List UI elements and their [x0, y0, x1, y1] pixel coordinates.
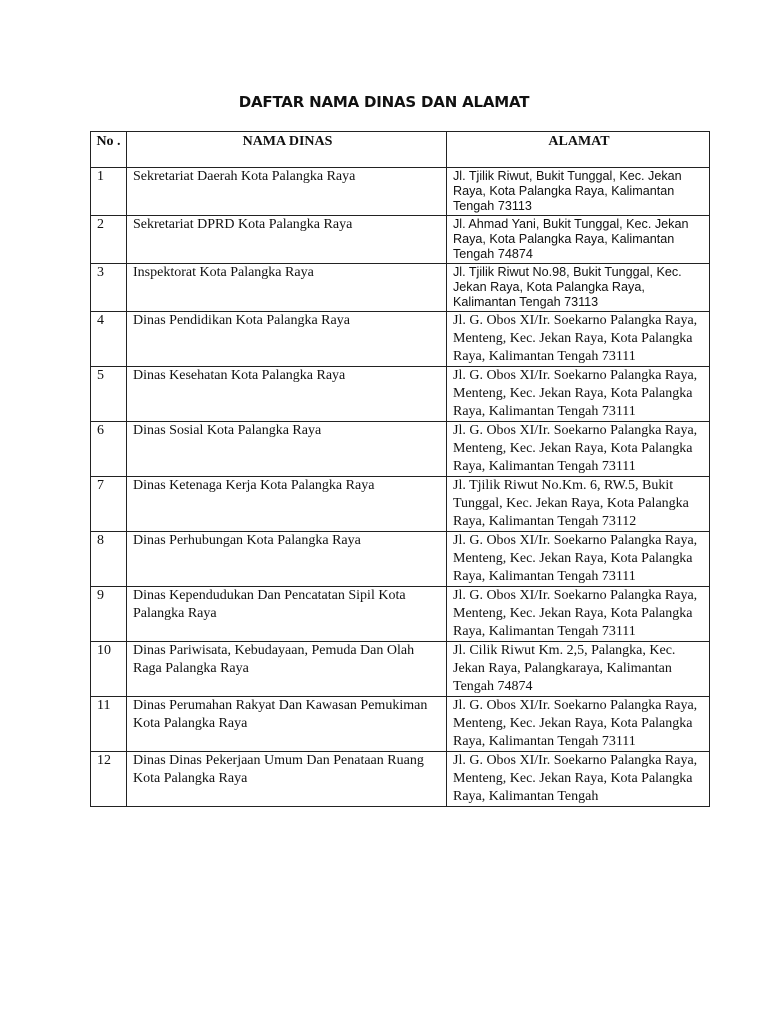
row-alamat: Jl. G. Obos XI/Ir. Soekarno Palangka Raya, Menteng, Kec. Jekan Raya, Kota Palangka Raya, Kalimantan Tengah: [447, 752, 710, 807]
header-no: No .: [91, 132, 127, 168]
row-alamat: Jl. G. Obos XI/Ir. Soekarno Palangka Raya, Menteng, Kec. Jekan Raya, Kota Palangka Raya, Kalimantan Tengah 73111: [447, 312, 710, 367]
row-nama-dinas: Dinas Ketenaga Kerja Kota Palangka Raya: [127, 477, 447, 532]
row-no: 8: [91, 532, 127, 587]
row-no: 3: [91, 264, 127, 312]
row-no: 11: [91, 697, 127, 752]
row-nama-dinas: Dinas Sosial Kota Palangka Raya: [127, 422, 447, 477]
row-no: 4: [91, 312, 127, 367]
row-no: 12: [91, 752, 127, 807]
table-row: [91, 422, 710, 477]
row-nama-dinas: Dinas Pariwisata, Kebudayaan, Pemuda Dan Olah Raga Palangka Raya: [127, 642, 447, 697]
row-alamat: Jl. G. Obos XI/Ir. Soekarno Palangka Raya, Menteng, Kec. Jekan Raya, Kota Palangka Raya, Kalimantan Tengah 73111: [447, 587, 710, 642]
row-no: 2: [91, 216, 127, 264]
table-row: [91, 367, 710, 422]
table-row: [91, 697, 710, 752]
table-row: [91, 642, 710, 697]
row-nama-dinas: Dinas Perhubungan Kota Palangka Raya: [127, 532, 447, 587]
page-title: DAFTAR NAMA DINAS DAN ALAMAT: [238, 93, 530, 111]
row-alamat: Jl. Cilik Riwut Km. 2,5, Palangka, Kec. Jekan Raya, Palangkaraya, Kalimantan Tengah 74874: [447, 642, 710, 697]
table-row: [91, 216, 710, 264]
table-row: [91, 168, 710, 216]
row-nama-dinas: Dinas Dinas Pekerjaan Umum Dan Penataan Ruang Kota Palangka Raya: [127, 752, 447, 807]
row-alamat: Jl. G. Obos XI/Ir. Soekarno Palangka Raya, Menteng, Kec. Jekan Raya, Kota Palangka Raya, Kalimantan Tengah 73111: [447, 697, 710, 752]
table-row: [91, 264, 710, 312]
row-alamat: Jl. G. Obos XI/Ir. Soekarno Palangka Raya, Menteng, Kec. Jekan Raya, Kota Palangka Raya, Kalimantan Tengah 73111: [447, 422, 710, 477]
header-alamat: ALAMAT: [447, 132, 710, 168]
row-nama-dinas: Dinas Kesehatan Kota Palangka Raya: [127, 367, 447, 422]
row-alamat: Jl. Ahmad Yani, Bukit Tunggal, Kec. Jekan Raya, Kota Palangka Raya, Kalimantan Tengah 74874: [447, 216, 710, 264]
dinas-table: [90, 131, 710, 807]
row-no: 6: [91, 422, 127, 477]
row-no: 10: [91, 642, 127, 697]
table-row: [91, 532, 710, 587]
row-alamat: Jl. G. Obos XI/Ir. Soekarno Palangka Raya, Menteng, Kec. Jekan Raya, Kota Palangka Raya, Kalimantan Tengah 73111: [447, 367, 710, 422]
row-alamat: Jl. Tjilik Riwut No.98, Bukit Tunggal, Kec. Jekan Raya, Kota Palangka Raya, Kalimantan Tengah 73113: [447, 264, 710, 312]
row-no: 7: [91, 477, 127, 532]
row-nama-dinas: Dinas Pendidikan Kota Palangka Raya: [127, 312, 447, 367]
row-no: 5: [91, 367, 127, 422]
table-row: [91, 312, 710, 367]
row-no: 1: [91, 168, 127, 216]
table-row: [91, 752, 710, 807]
row-no: 9: [91, 587, 127, 642]
row-nama-dinas: Sekretariat DPRD Kota Palangka Raya: [127, 216, 447, 264]
row-alamat: Jl. Tjilik Riwut, Bukit Tunggal, Kec. Jekan Raya, Kota Palangka Raya, Kalimantan Tengah 73113: [447, 168, 710, 216]
row-nama-dinas: Inspektorat Kota Palangka Raya: [127, 264, 447, 312]
row-nama-dinas: Dinas Perumahan Rakyat Dan Kawasan Pemukiman Kota Palangka Raya: [127, 697, 447, 752]
table-row: [91, 587, 710, 642]
row-alamat: Jl. G. Obos XI/Ir. Soekarno Palangka Raya, Menteng, Kec. Jekan Raya, Kota Palangka Raya, Kalimantan Tengah 73111: [447, 532, 710, 587]
table-header-row: [91, 132, 710, 168]
table-row: [91, 477, 710, 532]
row-nama-dinas: Dinas Kependudukan Dan Pencatatan Sipil Kota Palangka Raya: [127, 587, 447, 642]
header-nama-dinas: NAMA DINAS: [127, 132, 447, 168]
row-alamat: Jl. Tjilik Riwut No.Km. 6, RW.5, Bukit Tunggal, Kec. Jekan Raya, Kota Palangka Raya, Kalimantan Tengah 73112: [447, 477, 710, 532]
row-nama-dinas: Sekretariat Daerah Kota Palangka Raya: [127, 168, 447, 216]
